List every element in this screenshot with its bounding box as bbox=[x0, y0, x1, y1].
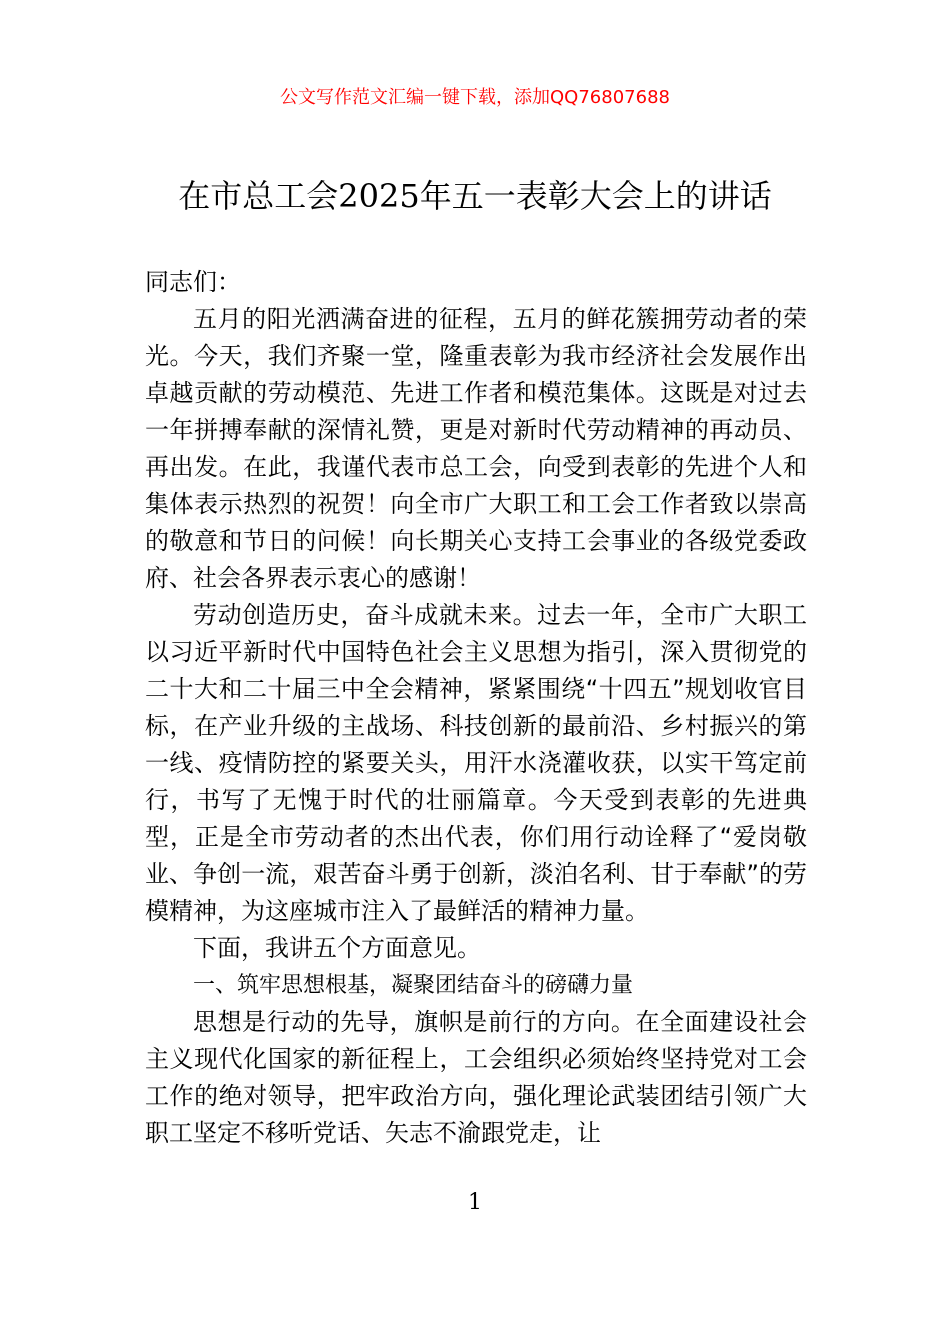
paragraph: 五月的阳光洒满奋进的征程，五月的鲜花簇拥劳动者的荣光。今天，我们齐聚一堂，隆重表彰为我市经济社会发展作出卓越贡献的劳动模范、先进工作者和模范集体。这既是对过去一年拼搏奉献的深情礼赞，更是对新时代劳动精神的再动员、再出发。在此，我谨代表市总工会，向受到表彰的先进个人和集体表示热烈的祝贺！向全市广大职工和工会工作者致以崇高的敬意和节日的问候！向长期关心支持工会事业的各级党委政府、社会各界表示衷心的感谢！ bbox=[145, 305, 807, 592]
page-number: 1 bbox=[468, 1190, 482, 1215]
document-body bbox=[145, 264, 807, 1152]
salutation: 同志们： bbox=[145, 268, 241, 296]
header-note: 公文写作范文汇编一键下载，添加QQ76807688 bbox=[280, 87, 670, 108]
document-title: 在市总工会2025年五一表彰大会上的讲话 bbox=[178, 177, 772, 215]
paragraph: 下面，我讲五个方面意见。 bbox=[193, 934, 481, 962]
section-heading: 一、筑牢思想根基，凝聚团结奋斗的磅礴力量 bbox=[193, 973, 634, 998]
paragraph: 思想是行动的先导，旗帜是前行的方向。在全面建设社会主义现代化国家的新征程上，工会组织必须始终坚持党对工会工作的绝对领导，把牢政治方向，强化理论武装团结引领广大职工坚定不移听党话、矢志不渝跟党走，让 bbox=[145, 1008, 807, 1147]
paragraph: 劳动创造历史，奋斗成就未来。过去一年，全市广大职工以习近平新时代中国特色社会主义思想为指引，深入贯彻党的二十大和二十届三中全会精神，紧紧围绕“十四五”规划收官目标，在产业升级的主战场、科技创新的最前沿、乡村振兴的第一线、疫情防控的紧要关头，用汗水浇灌收获，以实干笃定前行，书写了无愧于时代的壮丽篇章。今天受到表彰的先进典型，正是全市劳动者的杰出代表，你们用行动诠释了“爱岗敬业、争创一流，艰苦奋斗勇于创新，淡泊名利、甘于奉献”的劳模精神，为这座城市注入了最鲜活的精神力量。 bbox=[145, 601, 807, 925]
